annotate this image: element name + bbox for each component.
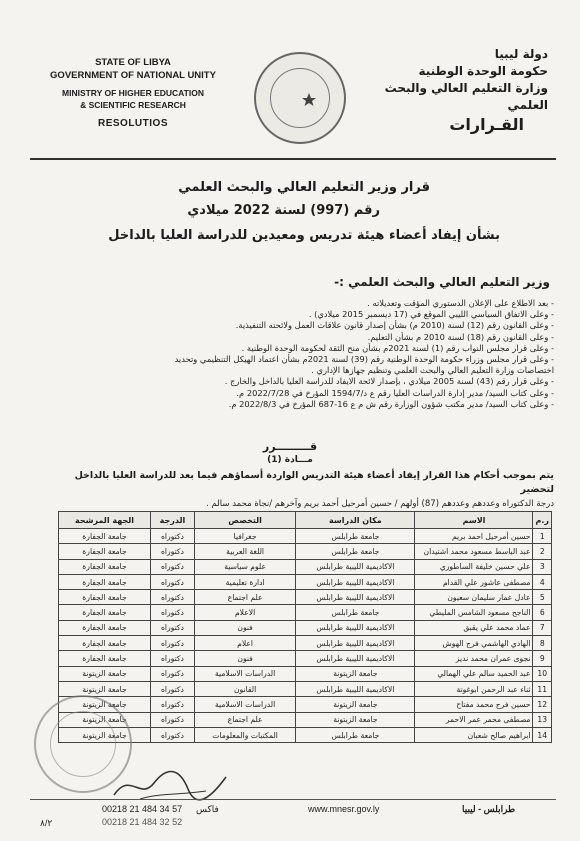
decision-lead: يتم بموجب أحكام هذا القرار إيفاد أعضاء هيئة التدريس الواردة أسماؤهم فيما بعد للدراسة العليا بالداخل لتحضير	[74, 470, 554, 495]
decision-text	[38, 469, 554, 511]
cell-name: الناجح مسعود الشامس المليطي	[415, 605, 533, 620]
cell-degree: دكتوراه	[150, 559, 194, 574]
cell-name: حسين أمرحيل احمد بريم	[415, 529, 533, 544]
cell-degree: دكتوراه	[150, 590, 194, 605]
header-en-resolutions: RESOLUTIOS	[97, 118, 168, 129]
cell-specialty: علوم سياسية	[194, 559, 295, 574]
preamble-line: - وعلى كتاب السيد/ مدير إدارة الدراسات العليا رقم ع د/1594/7 المؤرخ في 2022/7/28 م.	[236, 387, 554, 398]
cell-number: 3	[533, 559, 552, 574]
cell-number: 11	[533, 681, 552, 696]
cell-degree: دكتوراه	[150, 727, 194, 742]
table-row	[59, 636, 552, 651]
stamp-inner-ring	[50, 711, 116, 777]
cell-name: الهادي الهاشمي فرج الهوش	[415, 636, 533, 651]
cell-nominating-body: جامعة الزيتونة	[59, 681, 151, 696]
cell-name: مصطفى عاشور علي القدام	[415, 574, 533, 589]
footer-fax-label: فاكس	[196, 804, 219, 814]
preamble-line: اختصاصات وزارة التعليم العالي والبحث العلمي وتنظيم جهازها الإداري .	[311, 365, 554, 376]
decree-title: قرار وزير التعليم العالي والبحث العلمي	[178, 180, 430, 195]
delegates-table	[58, 511, 552, 743]
cell-study-place: جامعة الزيتونة	[296, 712, 415, 727]
cell-nominating-body: جامعة الزيتونة	[59, 697, 151, 712]
cell-study-place: جامعة طرابلس	[296, 544, 415, 559]
header-ar-state: دولة ليبيا	[494, 47, 548, 61]
table-body	[59, 529, 552, 743]
cell-name: عماد محمد علي يقبق	[415, 620, 533, 635]
cell-specialty: جغرافيا	[194, 529, 295, 544]
cell-nominating-body: جامعة الجفارة	[59, 651, 151, 666]
cell-specialty: فنون	[194, 651, 295, 666]
table-row	[59, 712, 552, 727]
cell-specialty: اعلام	[194, 636, 295, 651]
cell-study-place: جامعة الزيتونة	[296, 666, 415, 681]
table-row	[59, 559, 552, 574]
cell-nominating-body: جامعة الجفارة	[59, 544, 151, 559]
cell-name: مصطفى محمر عمر الاحمر	[415, 712, 533, 727]
table-row	[59, 697, 552, 712]
header-ar-ministry: وزارة التعليم العالي والبحث العلمي	[384, 81, 548, 112]
cell-study-place: الاكاديمية الليبية طرابلس	[296, 681, 415, 696]
col-header-number: ر.م	[533, 512, 552, 529]
table-row	[59, 529, 552, 544]
cell-number: 1	[533, 529, 552, 544]
header-ar-government: حكومة الوحدة الوطنية	[418, 64, 548, 78]
page-number: ٨/٢	[40, 818, 53, 828]
article-heading: مـــادة (1)	[267, 455, 313, 465]
cell-nominating-body: جامعة الزيتونة	[59, 727, 151, 742]
cell-degree: دكتوراه	[150, 697, 194, 712]
footer-location: طرابلس - ليبيا	[462, 804, 516, 814]
cell-study-place: الاكاديمية الليبية طرابلس	[296, 590, 415, 605]
cell-number: 5	[533, 590, 552, 605]
table-row	[59, 727, 552, 742]
cell-degree: دكتوراه	[150, 529, 194, 544]
preamble-heading: وزير التعليم العالي والبحث العلمي :-	[334, 275, 550, 289]
col-header-nominating-body: الجهة المرشحة	[59, 512, 151, 529]
table-row	[59, 620, 552, 635]
cell-degree: دكتوراه	[150, 712, 194, 727]
cell-degree: دكتوراه	[150, 620, 194, 635]
footer-divider	[30, 799, 556, 800]
cell-nominating-body: جامعة الجفارة	[59, 636, 151, 651]
cell-specialty: الدراسات الاسلامية	[194, 697, 295, 712]
cell-specialty: اللغة العربية	[194, 544, 295, 559]
header-en-state: STATE OF LIBYA	[95, 57, 171, 68]
table-row	[59, 544, 552, 559]
crescent-star-icon	[278, 76, 324, 122]
table-header-row	[59, 512, 552, 529]
header-en-ministry: MINISTRY OF HIGHER EDUCATION	[62, 88, 204, 98]
footer-phone: 00218 21 484 34 57	[102, 804, 183, 814]
cell-number: 10	[533, 666, 552, 681]
col-header-specialty: التخصص	[194, 512, 295, 529]
table-row	[59, 681, 552, 696]
table-row	[59, 574, 552, 589]
table-row	[59, 651, 552, 666]
cell-name: نجوى عمران محمد نديز	[415, 651, 533, 666]
cell-number: 12	[533, 697, 552, 712]
cell-study-place: جامعة طرابلس	[296, 727, 415, 742]
cell-name: ثناء عبد الرحمن ابوغوتة	[415, 681, 533, 696]
cell-nominating-body: جامعة الجفارة	[59, 605, 151, 620]
cell-nominating-body: جامعة الجفارة	[59, 559, 151, 574]
preamble-line: - وعلى قرار مجلس وزراء حكومة الوحدة الوطنية رقم (39) لسنة 2021م بشأن اعتماد الهيكل التنظيمي وتحديد	[174, 354, 554, 365]
cell-specialty: فنون	[194, 620, 295, 635]
cell-specialty: الدراسات الاسلامية	[194, 666, 295, 681]
cell-degree: دكتوراه	[150, 651, 194, 666]
cell-study-place: الاكاديمية الليبية طرابلس	[296, 636, 415, 651]
decision-heading: قـــــــــرر	[262, 440, 318, 453]
header-en-government: GOVERNMENT OF NATIONAL UNITY	[50, 70, 216, 81]
cell-specialty: المكتبات والمعلومات	[194, 727, 295, 742]
preamble-list	[44, 298, 554, 410]
cell-degree: دكتوراه	[150, 544, 194, 559]
header-ar-resolutions: القـرارات	[449, 115, 524, 134]
decision-sub: درجة الدكتوراه وعددهم وعددهم (87) أولهم / حسين أمرحيل أحمد بريم وآخرهم /نجاة محمد سالم .	[206, 499, 554, 509]
cell-study-place: الاكاديمية الليبية طرابلس	[296, 620, 415, 635]
cell-nominating-body: جامعة الزيتونة	[59, 712, 151, 727]
cell-study-place: الاكاديمية الليبية طرابلس	[296, 651, 415, 666]
header-english	[38, 56, 228, 131]
table-row	[59, 605, 552, 620]
cell-number: 6	[533, 605, 552, 620]
preamble-line: - بعد الاطلاع على الإعلان الدستوري المؤقت وتعديلاته .	[367, 298, 554, 308]
cell-nominating-body: جامعة الزيتونة	[59, 666, 151, 681]
cell-specialty: ادارة تعليمية	[194, 574, 295, 589]
cell-name: حسين فرج محمد مفتاح	[415, 697, 533, 712]
preamble-line: - وعلى القانون رقم (18) لسنة 2010 م بشأن التعليم.	[367, 331, 554, 342]
header-divider	[30, 158, 556, 160]
cell-degree: دكتوراه	[150, 681, 194, 696]
table-row	[59, 590, 552, 605]
cell-study-place: جامعة طرابلس	[296, 605, 415, 620]
cell-degree: دكتوراه	[150, 636, 194, 651]
table-row	[59, 666, 552, 681]
cell-number: 7	[533, 620, 552, 635]
header-arabic	[348, 46, 548, 136]
cell-nominating-body: جامعة الجفارة	[59, 574, 151, 589]
preamble-line: - وعلى كتاب السيد/ مدير مكتب شؤون الوزارة رقم ش م ع 16-687 المؤرخ في 2022/8/3 م.	[228, 398, 554, 409]
cell-specialty: علم اجتماع	[194, 590, 295, 605]
cell-degree: دكتوراه	[150, 666, 194, 681]
decree-number: رقم (997) لسنة 2022 ميلادي	[187, 203, 380, 218]
preamble-line: - وعلى قرار رقم (43) لسنة 2005 ميلادي ، بإصدار لائحة الايفاد للدراسة العليا بالداخل والخارج .	[224, 376, 554, 387]
cell-specialty: علم اجتماع	[194, 712, 295, 727]
cell-nominating-body: جامعة الجفارة	[59, 590, 151, 605]
cell-study-place: جامعة الزيتونة	[296, 697, 415, 712]
cell-name: عبد الباسط مسعود محمد اشتيدان	[415, 544, 533, 559]
cell-name: علي حسين خليفة الساطوري	[415, 559, 533, 574]
cell-specialty: القانون	[194, 681, 295, 696]
cell-study-place: الاكاديمية الليبية طرابلس	[296, 559, 415, 574]
footer-phone-secondary: 00218 21 484 32 52	[102, 817, 183, 827]
cell-number: 14	[533, 727, 552, 742]
cell-study-place: جامعة طرابلس	[296, 529, 415, 544]
preamble-line: - وعلى الاتفاق السياسي الليبي الموقع في (17 ديسمبر 2015 ميلادي) .	[308, 309, 554, 320]
col-header-degree: الدرجة	[150, 512, 194, 529]
cell-name: عادل عمار سليمان سعيون	[415, 590, 533, 605]
cell-degree: دكتوراه	[150, 605, 194, 620]
cell-number: 8	[533, 636, 552, 651]
cell-nominating-body: جامعة الجفارة	[59, 529, 151, 544]
cell-specialty: الاعلام	[194, 605, 295, 620]
cell-degree: دكتوراه	[150, 574, 194, 589]
ministry-emblem-seal	[254, 52, 346, 144]
cell-name: عبد الحميد سالم علي الهمالي	[415, 666, 533, 681]
preamble-line: - وعلى قرار مجلس النواب رقم (1) لسنة 2021م بشأن منح الثقة لحكومة الوحدة الوطنية .	[241, 342, 554, 353]
cell-number: 4	[533, 574, 552, 589]
cell-study-place: الاكاديمية الليبية طرابلس	[296, 574, 415, 589]
preamble-line: - وعلى القانون رقم (12) لسنة (2010 م) بشأن إصدار قانون علاقات العمل ولائحته التنفيذية.	[235, 320, 554, 331]
header-en-research: & SCIENTIFIC RESEARCH	[80, 100, 186, 110]
cell-nominating-body: جامعة الجفارة	[59, 620, 151, 635]
decree-subject: بشأن إيفاد أعضاء هيئة تدريس ومعيدين للدراسة العليا بالداخل	[108, 228, 500, 243]
col-header-name: الاسم	[415, 512, 533, 529]
cell-name: ابراهيم صالح شعبان	[415, 727, 533, 742]
cell-number: 9	[533, 651, 552, 666]
col-header-study-place: مكان الدراسة	[296, 512, 415, 529]
footer-website: www.mnesr.gov.ly	[308, 804, 380, 814]
cell-number: 2	[533, 544, 552, 559]
cell-number: 13	[533, 712, 552, 727]
